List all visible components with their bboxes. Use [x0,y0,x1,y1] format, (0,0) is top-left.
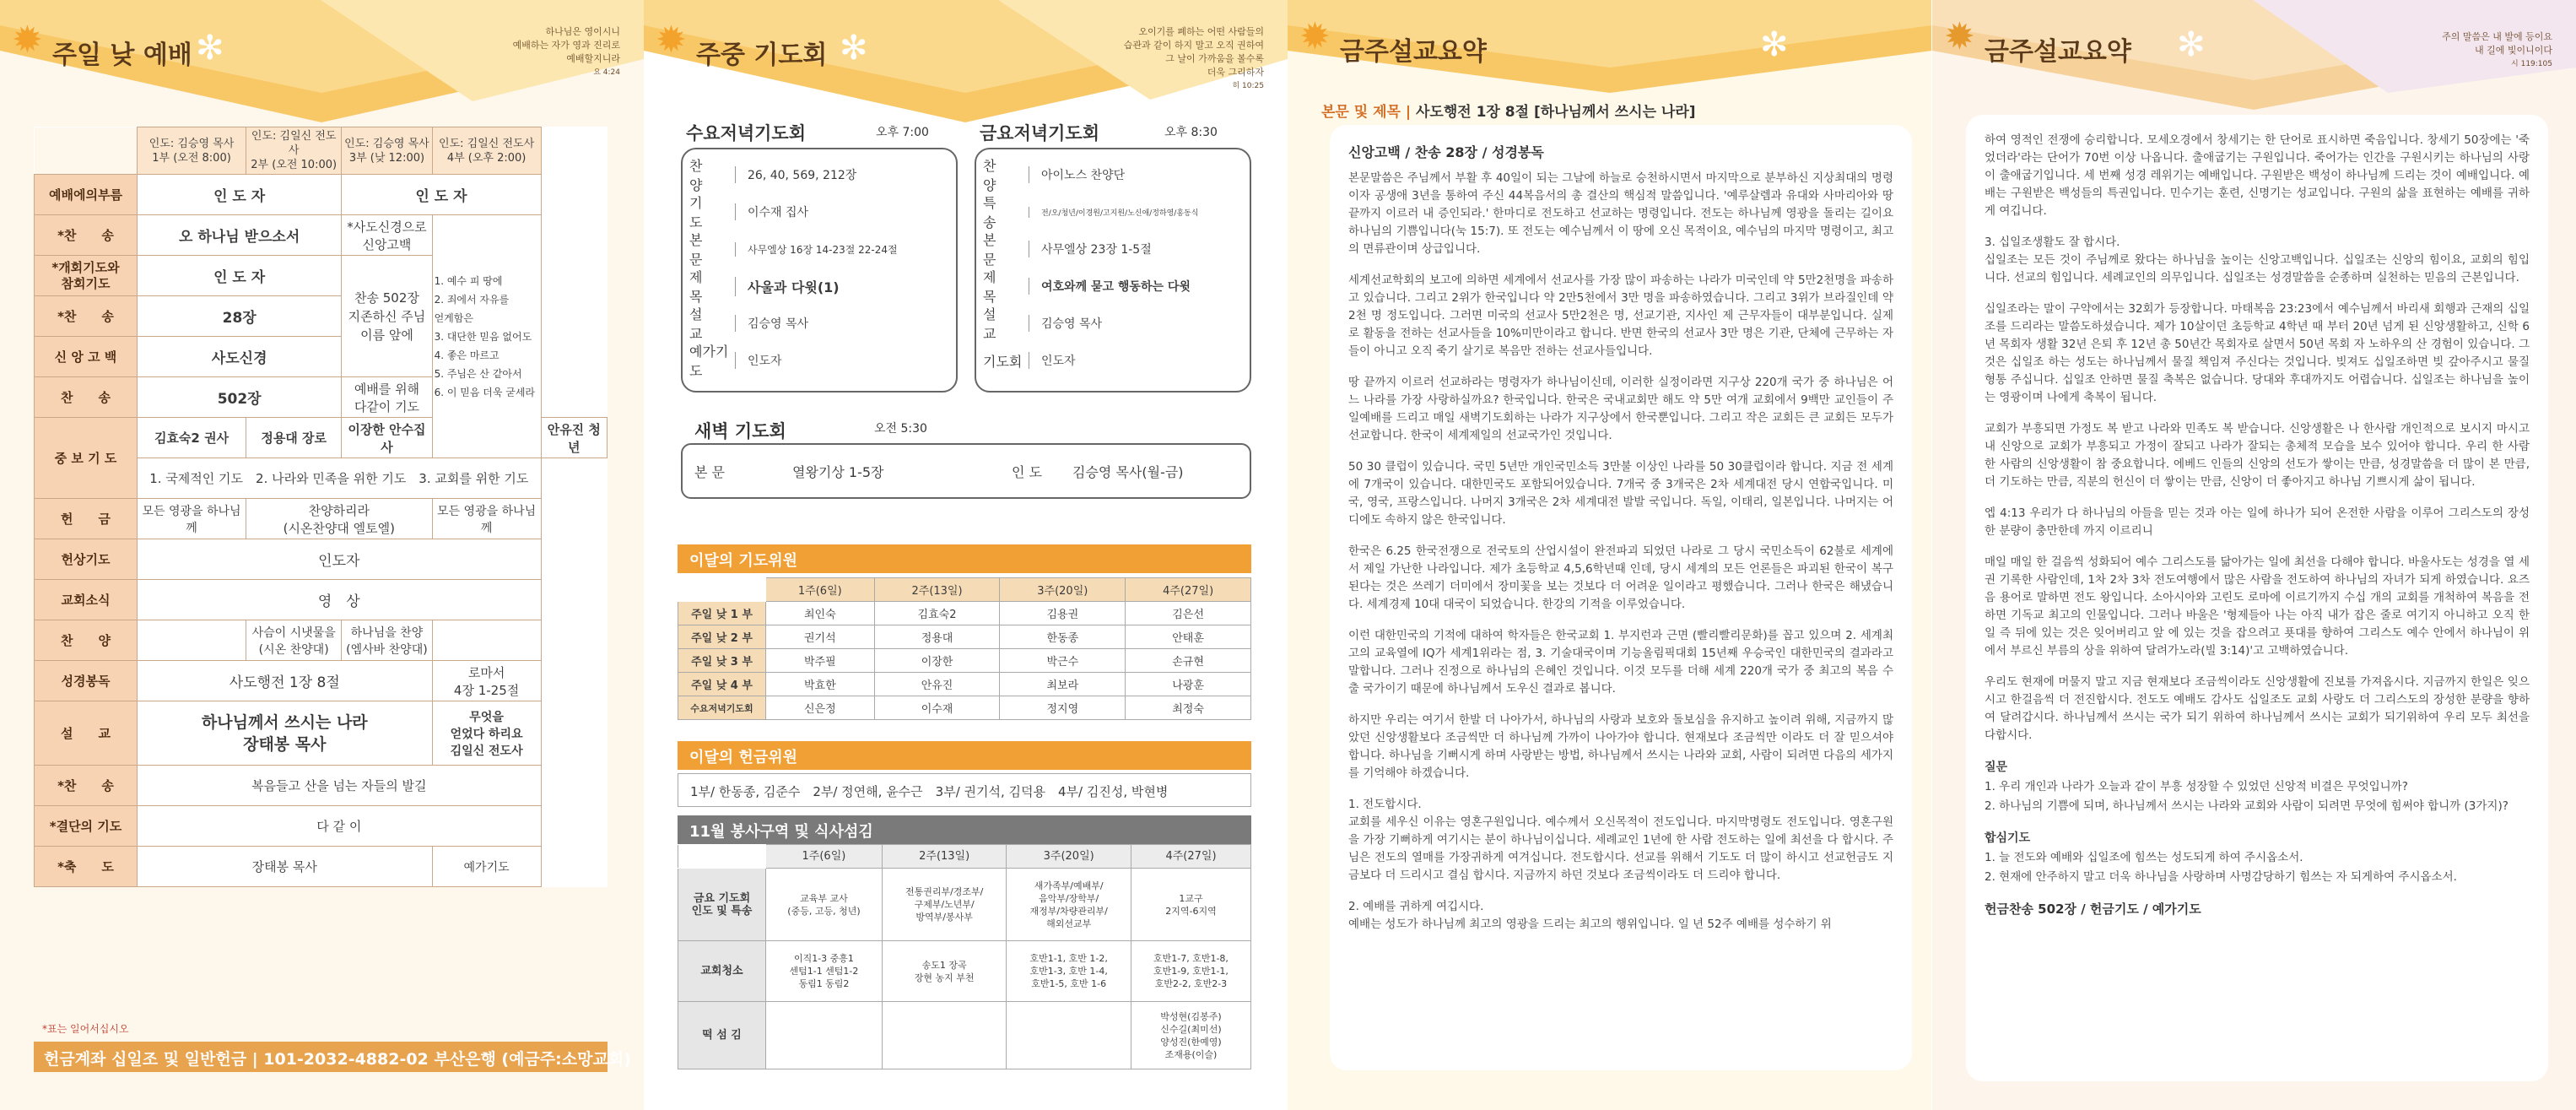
row-label: *찬 송 [35,296,138,337]
row-label: 성경봉독 [35,661,138,701]
closing-line: 헌금찬송 502장 / 헌금기도 / 예가기도 [1985,902,2201,917]
section-time: 오전 5:30 [874,422,927,436]
cell [1007,1002,1131,1069]
service-header: 인도: 김승영 목사 3부 (낮 12:00) [342,127,432,175]
row-label: 중 보 기 도 [35,418,138,499]
sermon-subtitle: 신앙고백 / 찬송 28장 / 성경봉독 [1348,144,1544,160]
cell: 영 상 [138,580,542,620]
program-row: 기 도 이수재 집사 [689,195,809,230]
cell: 최정숙 [1126,696,1251,720]
cell: *사도신경으로 신앙고백 [342,215,432,256]
cell: 새가족부/예배부/ 음악부/장학부/ 재정부/차량관리부/ 해외선교부 [1007,869,1131,941]
section-bar: 이달의 기도위원 [678,544,1251,573]
prayer-item: 2. 현재에 안주하지 말고 더욱 하나님을 사랑하며 사명감당하기 힘쓰는 자 되게하여 주시옵소서. [1985,870,2457,884]
program-row: 본 문 사무엘상 23장 1-5절 [983,232,1152,268]
row-label: *축 도 [35,847,138,887]
row-label: 신 앙 고 백 [35,337,138,377]
paragraph: 땅 끝까지 이르러 선교하라는 명령자가 하나님이신데, 이러한 실정이라면 지구상 220개 국가 중 하나님은 어느 나라를 가장 사랑하실까요? 한국입니다. 한국은 국내교회만 해도 약 5만 여개 교회에서 9백만 교인들이 주일예배를 드리고 매일 새벽기도회하는 나라가 지구상에서 한국뿐입니다. 그리고 작은 교회든 큰 교회든 모두가 선교합니다. 한국이 세계제일의 선교국가인 것입니다. [1348,376,1893,442]
row-label: 예배에의부름 [35,175,138,215]
row-label: *찬 송 [35,766,138,806]
cell: 김은선 [1126,602,1251,625]
paragraph: 세계선교학회의 보고에 의하면 세계에서 선교사를 가장 많이 파송하는 나라가 미국인데 약 5만2천명을 파송하고 있습니다. 그리고 2위가 한국입니다 약 2만5천에서 3만 명을 파송하였습니다. 그리고 3위가 브라질인데 약 2천 명 정도입니다. 그러면 미국의 선교사 5만2천은 명, 선교기관, 지사인 제 근무자들이 대부분입니다. 실제로 활동을 전하는 선교사들을 10%미만이라고 합니다. 반면 한국의 선교사 3만 명은 기관, 단체에 근무하는 자들이 아니고 오직 죽기 살기로 복음만 전하는 선교사들입니다. [1348,273,1893,358]
paragraph: 우리도 현재에 머물지 말고 지금 현재보다 조금씩이라도 신앙생활에 진보를 가져옵시다. 지금까지 한일은 잊으시고 한걸음씩 더 전진합시다. 전도도 예배도 감사도 십일조도 교회 사랑도 더 그리스도의 장성한 분량을 향하여 달려갑시다. 하나님께서 쓰시는 국가 되기 위하여 하나님께서 쓰시는 교회가 되기위하여 우리 모두 최선을 다합시다. [1985,675,2530,742]
section-bar: 11월 봉사구역 및 식사섬김 [678,815,1251,844]
questions-title: 질문 [1985,761,2008,774]
cell: 예배를 위해 다같이 기도 [342,377,432,418]
cell: 김효숙2 권사 [138,418,246,458]
page-title: 금주설교요약 [1340,37,1487,67]
col-header: 4주(27일) [1131,845,1250,869]
offering-account: 헌금계좌 십일조 및 일반헌금 | 101-2032-4882-02 부산은행 (예금주:소망교회) [34,1042,608,1072]
service-header: 인도: 김승영 목사 1부 (오전 8:00) [138,127,246,175]
cell: 모든 영광을 하나님께 [432,499,541,539]
program-row: 본 문 사무엘상 16장 14-23절 22-24절 [689,232,898,268]
row-label: 설 교 [35,701,138,766]
paragraph: 본문말씀은 주님께서 부활 후 40일이 되는 그날에 하늘로 승천하시면서 마지막으로 분부하신 지상최대의 명령이자 공생애 3년을 통하여 주신 44복음서의 총 결산의 핵심적 말씀입니다. '예루살렘과 유대와 사마리아와 땅 끝까지 이르러 내 증인되라.' 한마디로 전도하고 선교하는 명령입니다. 전도는 하나님께 영광을 돌리는 길이요 하나님의 기쁨입니다(눅 15:7). 또 전도는 예수님께서 이 땅에 오신 목적이요, 예수님의 마지막 명령이고, 최고의 면류관이며 상급입니다. [1348,171,1893,256]
col-header: 1주(6일) [766,845,883,869]
question: 2. 하나님의 기쁨에 되며, 하나님께서 쓰시는 나라와 교회와 사람이 되려면 무엇에 힘써야 합니까 (3가지)? [1985,799,2508,813]
row-label: 교회소식 [35,580,138,620]
cell: 인도자 [138,539,542,580]
row-label: 수요저녁기도회 [678,696,766,720]
cell [766,1002,883,1069]
cell: 호반1-1, 호반 1-2, 호반1-3, 호반 1-4, 호반1-5, 호반 1-6 [1007,941,1131,1002]
cell: 예가기도 [432,847,541,887]
paragraph: 하여 영적인 전쟁에 승리합니다. 모세오경에서 창세기는 한 단어로 표시하면 죽음입니다. 창세기 50장에는 '죽었더라'라는 단어가 70번 이상 나옵니다. 출애굽기는 구원입니다. 죽어가는 인간을 구원시키는 하나님의 사랑이 출애굽기입니다. 세 번째 성경 레위기는 예배입니다. 구원받은 백성이 하나님께 드리는 것이 예배입니다. 예배는 구원받은 백성들의 특권입니다. 민수기는 훈련, 신명기는 성교입니다. 구원의 삶을 표현하는 예배를 귀하게 여깁니다. [1985,133,2530,218]
page-title: 주중 기도회 [696,41,828,70]
program-row: 예가기도 인도자 [689,344,782,379]
cell: 하나님께서 쓰시는 나라 장태봉 목사 [138,701,433,766]
program-row: 제 목 여호와께 묻고 행동하는 다윗 [983,269,1191,305]
cell: 전통권리부/경조부/ 구제부/노년부/ 방역부/봉사부 [882,869,1007,941]
service-table [678,844,1251,1069]
program-row: 기도회 인도자 [983,353,1076,370]
cell: 502장 [138,377,342,418]
cell: 안유진 [874,673,1000,696]
service-header: 인도: 김일신 전도사 2부 (오전 10:00) [246,127,342,175]
cell: 인 도 자 [138,175,342,215]
cell: 안태훈 [1126,625,1251,649]
cell: 권기석 [766,625,875,649]
row-label: 떡 섬 김 [678,1002,766,1069]
service-header: 인도: 김일신 전도사 4부 (오후 2:00) [432,127,541,175]
row-label: 교회청소 [678,941,766,1002]
cell: 김용권 [1000,602,1126,625]
banner-verse: 오이기를 폐하는 어떤 사람들의 습관과 같이 하지 말고 오직 권하여 그 날이 가까움을 볼수록 더욱 그리하자 히 10:25 [1123,26,1264,90]
question: 1. 우리 개인과 나라가 오늘과 같이 부흥 성장할 수 있었던 신앙적 비결은 무엇입니까? [1985,780,2408,793]
cell: 최보라 [1000,673,1126,696]
row-label: 찬 송 [35,377,138,418]
row-label: 헌상기도 [35,539,138,580]
col-header: 2주(13일) [882,845,1007,869]
section-time: 오후 8:30 [1164,126,1218,139]
prayer-list: 1. 예수 피 땅에 2. 죄에서 자유를 얻게함은 3. 대단한 믿음 없어도 4. 좋은 마르고 5. 주님은 산 같아서 6. 이 믿음 더욱 굳세라 [432,215,541,458]
dawn-label: 본 문 [694,464,725,480]
col-header: 2주(13일) [874,578,1000,602]
page-title: 주일 낮 예배 [52,41,192,70]
cell: 이장한 [874,649,1000,673]
cell: 박효한 [766,673,875,696]
program-row: 특 송 전/오/청년/이경원/고지원/노신애/정하영/홍동식 [983,195,1199,230]
cell: 로마서 4장 1-25절 [432,661,541,701]
row-label: *개회기도와 참회기도 [35,256,138,296]
standing-note: *표는 일어서십시오 [42,1023,129,1035]
maple-leaf-white-icon: ✻ [196,29,224,68]
maple-leaf-icon: ✹ [12,19,43,62]
section-title: 수요저녁기도회 [686,123,807,143]
cell: 호반1-7, 호반1-8, 호반1-9, 호반1-1, 호반2-2, 호반2-3 [1131,941,1250,1002]
row-label: *찬 송 [35,215,138,256]
paragraph: 십일조라는 말이 구약에서는 32회가 등장합니다. 마태복음 23:23에서 예수님께서 바리새 회행과 근재의 십일조를 드리라는 말씀도하셨습니다. 제가 10살이던 초등학교 4학년 때 부터 20년 넘게 된 신앙생활하고, 신학 6년 목회자 생활 32년 은퇴 후 12년 총 50년간 목회자로 살면서 50년 목회 자 노하우의 산 경험이 있습니다. 그것은 십일조 하는 성도는 하나님께서 물질 책임져 주신다는 것입니다. 빚져도 십일조하면 빚 갚아주시고 물질형통 주십니다. 십일조 안하면 물질 축복은 없습니다. 당대와 후대까지도 어렵습니다. 십일조는 하나님을 높이는 영광이며 나에게 축복이 됩니다. [1985,302,2530,404]
panel-sunday-worship [0,0,644,1110]
fri-prayer-box [975,148,1251,393]
cell: 박성현(김봉주) 신수길(최미선) 양성진(한예영) 조재용(이슬) [1131,1002,1250,1069]
cell: 정지영 [1000,696,1126,720]
dawn-value: 열왕기상 1-5장 [792,464,884,480]
cell: 정용대 장로 [246,418,342,458]
sermon-heading: 본문 및 제목 | 사도행전 1장 8절 [하나님께서 쓰시는 나라] [1321,104,1696,121]
section-time: 오후 7:00 [876,126,929,139]
cell: 이장한 안수집사 [342,418,432,458]
row-label: 주일 낮 3 부 [678,649,766,673]
col-header: 3주(20일) [1007,845,1131,869]
row-label: 금요 기도회 인도 및 특송 [678,869,766,941]
cell: 사도신경 [138,337,342,377]
program-row: 제 목 사울과 다윗(1) [689,269,840,305]
row-label: *결단의 기도 [35,806,138,847]
dawn-value: 김승영 목사(월-금) [1072,464,1184,480]
paragraph: 2. 예배를 귀하게 여깁시다. 예배는 성도가 하나님께 최고의 영광을 드리는 최고의 행위입니다. 일 년 52주 예배를 성수하기 위 [1348,900,1832,931]
cell: 다 같 이 [138,806,542,847]
row-label: 주일 낮 4 부 [678,673,766,696]
cell: 인 도 자 [342,175,541,215]
cell: 찬송 502장 지존하신 주님 이름 앞에 [342,256,432,377]
maple-leaf-icon: ✹ [1299,15,1331,58]
prayer-committee-table [678,577,1251,720]
cell: 한동종 [1000,625,1126,649]
program-row: 찬 양 아이노스 찬양단 [983,158,1126,193]
wed-prayer-box [681,148,958,393]
section-title: 금요저녁기도회 [980,123,1100,143]
paragraph: 한국은 6.25 한국전쟁으로 전국토의 산업시설이 완전파괴 되었던 나라로 그 당시 국민소득이 62불로 세계에서 제일 가난한 나라입니다. 제가 초등학교 4,5,6학년때 인데, 당시 세계의 모든 언론들은 파괴된 한국이 복구된다는 것은 쓰레기 더미에서 장미꽃을 보는 것보다 더 어려운 일이라고 평했습니다. 그러나 한국은 해냈습니다. 세계경제 10대 대국이 되었습니다. 한강의 기적을 이루었습니다. [1348,544,1893,611]
cell: 박주필 [766,649,875,673]
cell: 찬양하리라 (시온찬양대 엘토엘) [246,499,433,539]
cell: 하나님을 찬양 (엠사바 찬양대) [342,620,432,661]
maple-leaf-white-icon: ✻ [840,29,868,68]
paragraph: 3. 십일조생활도 잘 합시다. 십일조는 모든 것이 주님께로 왔다는 하나님을 높이는 신앙고백입니다. 십일조는 신앙의 힘이요, 교회의 힘입니다. 선교의 힘입니다. 세례교인의 의무입니다. 십일조는 성경말씀을 순종하며 실천하는 믿음의 근본입니다. [1985,236,2530,284]
cell: 김효숙2 [874,602,1000,625]
cell: 인 도 자 [138,256,342,296]
sermon-text-box [1966,115,2548,1081]
maple-leaf-white-icon: ✻ [2177,25,2206,64]
section-title: 새벽 기도회 [694,421,786,441]
cell: 무엇을 얻었다 하리요 김일신 전도사 [432,701,541,766]
paragraph: 하지만 우리는 여기서 한발 더 나아가서, 하나님의 사랑과 보호와 돌보심을 유지하고 높이려 위해, 지금까지 많았던 신앙생활보다 조금씩만 더 하나님께 가까이 나아가야 합니다. 현재보다 조금씩만 이라도 더 잘 믿으셔야 합니다. 하나님을 기뻐시게 하며 사랑받는 방법, 하나님께서 쓰시는 나라와 교회, 사람이 되려면 다음의 세가지를 기억해야 하겠습니다. [1348,713,1893,780]
cell: 장태봉 목사 [138,847,433,887]
cell: 안유진 청년 [541,418,607,458]
offering-committee: 1부/ 한동종, 김준수 2부/ 정연해, 윤수근 3부/ 권기석, 김덕용 4부/ 김진성, 박현병 [678,773,1251,807]
panel-sermon-summary-2 [1932,0,2576,1110]
banner-verse: 하나님은 영이시니 예배하는 자가 영과 진리로 예배할지니라 요 4:24 [512,26,620,77]
prayer-item: 1. 늘 전도와 예배와 십일조에 힘쓰는 성도되게 하여 주시옵소서. [1985,851,2303,864]
row-label: 주일 낮 1 부 [678,602,766,625]
cell: 이수재 [874,696,1000,720]
program-row: 찬 양 26, 40, 569, 212장 [689,158,857,193]
dawn-prayer-box [681,443,1251,499]
maple-leaf-white-icon: ✻ [1760,25,1789,64]
program-row: 설 교 김승영 목사 [983,306,1103,342]
cell: 송도1 장곡 장현 농지 부천 [882,941,1007,1002]
maple-leaf-icon: ✹ [656,19,687,62]
cell: 1. 국제적인 기도 2. 나라와 민족을 위한 기도 3. 교회를 위한 기도 [138,458,542,499]
paragraph: 교회가 부흥되면 가정도 복 받고 나라와 민족도 복 받습니다. 신앙생활은 나 한사람 개인적으로 보시지 마시고 내 신앙으로 교회가 부흥되고 가정이 잘되고 나라가 잘되는 총체적 모습을 보수 있어야 합니다. 우리 한 사람 한 사람의 신앙생활이 참 중요합니다. 에베드 인들의 신앙의 선도가 쌓이는 만큼, 성경말씀을 더 많이 본 만큼, 더 기도하는 만큼, 직분의 헌신이 더 쌓이는 만큼, 신앙이 더 좋아지고 하나님 기쁘시게 삶이 됩니다. [1985,422,2530,489]
sermon-text-box [1330,125,1912,1070]
program-row: 설 교 김승영 목사 [689,306,809,342]
cell: 복음들고 산을 넘는 자들의 발길 [138,766,542,806]
cell: 28장 [138,296,342,337]
cell: 사슴이 시냇물을 (시온 찬양대) [246,620,342,661]
maple-leaf-icon: ✹ [1944,15,1975,58]
cell: 정용대 [874,625,1000,649]
cell: 1교구 2지역-6지역 [1131,869,1250,941]
paragraph: 이런 대한민국의 기적에 대하여 학자들은 한국교회 1. 부지런과 근면 (빨리빨리문화)를 꼽고 있으며 2. 세계최고의 교육열에 IQ가 세계1위라는 점, 3. 기술대국이며 기능올림픽대회 15년째 우승국인 대한민국의 결과라고 말합니다. 그러나 진정으로 하나님의 은혜인 것입니다. 이것 모두를 더해 세계 220개 국가 중 최고의 복음 수출 국가이기 때문에 하나님께서 도우신 결과로 봅니다. [1348,629,1893,696]
cell [882,1002,1007,1069]
col-header: 4주(27일) [1126,578,1251,602]
paragraph: 50 30 클럽이 있습니다. 국민 5년만 개인국민소득 3만불 이상인 나라를 50 30클럽이라 합니다. 지금 전 세계에 7개국이 있습니다. 대한민국도 포함되어있습니다. 7개국 중 3개국은 2차 세계대전 당시 연합국입니다. 미국, 영국, 프랑스입니다. 나머지 3개국은 2차 세계대전 발발 국입니다. 독일, 이태리, 일본입니다. 나머지는 어디에도 속하지 않은 한국입니다. [1348,460,1893,527]
cell: 오 하나님 받으소서 [138,215,342,256]
cell: 최인숙 [766,602,875,625]
cell: 박근수 [1000,649,1126,673]
col-header: 1주(6일) [766,578,875,602]
prayer-title: 합심기도 [1985,831,2031,845]
worship-order-table [34,127,608,887]
cell: 이직1-3 중흥1 센텀1-1 센텀1-2 동림1 동림2 [766,941,883,1002]
section-bar: 이달의 헌금위원 [678,741,1251,770]
cell: 손규현 [1126,649,1251,673]
cell: 사도행전 1장 8절 [138,661,433,701]
row-label: 헌 금 [35,499,138,539]
paragraph: 엡 4:13 우리가 다 하나님의 아들을 믿는 것과 아는 일에 하나가 되어 온전한 사람을 이루어 그리스도의 장성한 분량이 충만한데 까지 이르리니 [1985,506,2530,538]
dawn-label: 인 도 [1012,464,1042,480]
col-header: 3주(20일) [1000,578,1126,602]
cell: 모든 영광을 하나님께 [138,499,246,539]
cell: 교육부 교사 (중등, 고등, 청년) [766,869,883,941]
panel-sermon-summary-1 [1288,0,1931,1110]
paragraph: 1. 전도합시다. 교회를 세우신 이유는 영혼구원입니다. 예수께서 오신목적이 전도입니다. 마지막명령도 전도입니다. 영혼구원을 가장 기뻐하게 여기시는 분이 하나님이십니다. 세례교인 1년에 한 사람 전도하는 일에 최선을 다 합시다. 주님은 전도의 열매를 가장귀하게 여겨십니다. 전도합시다. 선교를 위해서 기도도 더 많이 하시고 선교헌금도 지금보다 더 드리시고 결심 합시다. 지금까지 하던 것보다 조금씩이라도 더 드리야 합니다. [1348,798,1893,882]
cell: 신은정 [766,696,875,720]
panel-weekday-prayer [644,0,1288,1110]
paragraph: 매일 매일 한 걸음씩 성화되어 예수 그리스도를 닮아가는 일에 최선을 다해야 합니다. 바울사도는 성경을 열 세권 기록한 사람인데, 1차 2차 3차 전도여행에서 많은 사람을 전도하여 하나님의 자녀가 되게 하였습니다. 요즈음 용어로 말하면 전도 왕입니다. 소아시아와 고린도 로마에 이르기까지 수십 개의 교회를 개척하여 복음을 전하면 기독교 최고의 인물입니다. 그러나 바울은 '형제들아 나는 아직 내가 잡은 줄로 여기지 아니하고 오직 한일 즉 뒤에 있는 것은 잊어버리고 앞 에 있는 것을 잡으려고 푯대를 향하여 그리스도 예수 안에서 하나님이 위에서 부르신 부름의 상을 위하여 달려가노라(빌 3:14)'고 고백하였습니다. [1985,555,2530,658]
page-title: 금주설교요약 [1985,37,2131,67]
cell: 나광훈 [1126,673,1251,696]
row-label: 주일 낮 2 부 [678,625,766,649]
banner-verse: 주의 말씀은 내 발에 등이요 내 길에 빛이니이다 시 119:105 [2442,31,2552,68]
row-label: 찬 양 [35,620,138,661]
